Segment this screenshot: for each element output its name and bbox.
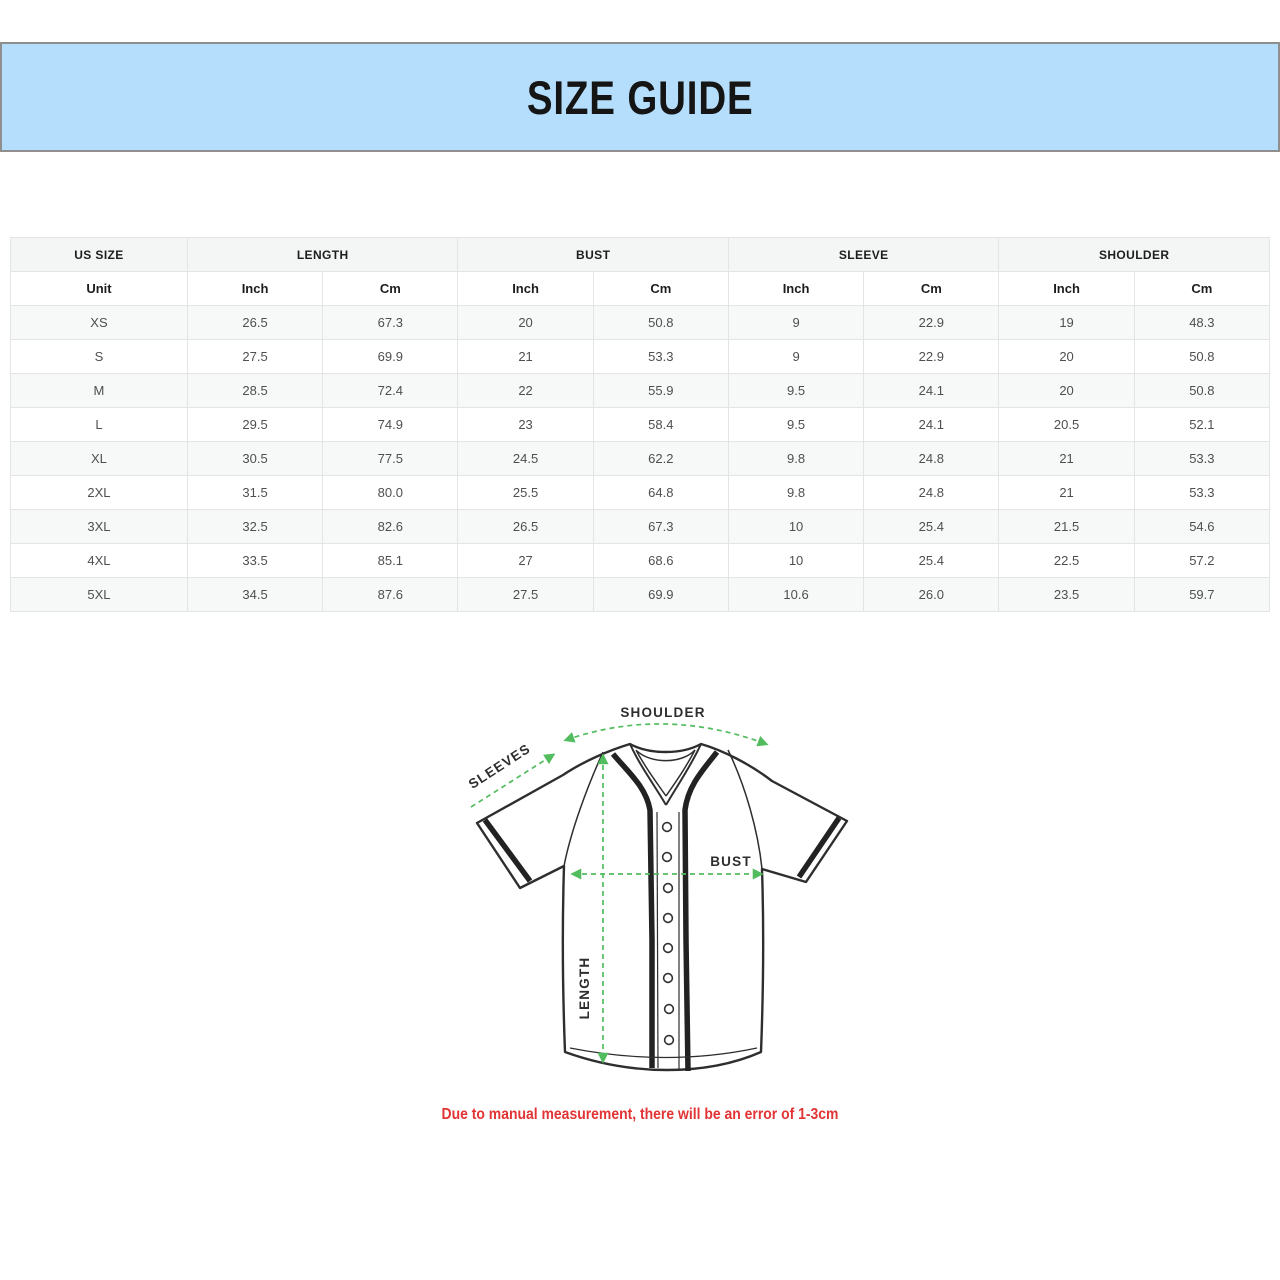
shoulder-arrow [566,724,766,744]
measurement-cell: 20 [999,340,1134,374]
measurement-cell: 59.7 [1134,578,1269,612]
measurement-cell: 25.4 [864,510,999,544]
measurement-cell: 74.9 [323,408,458,442]
measurement-cell: 23 [458,408,593,442]
size-chart-table [10,237,1270,612]
measurement-cell: 20.5 [999,408,1134,442]
col-header-length: LENGTH [187,238,458,272]
measurement-cell: 67.3 [323,306,458,340]
unit-header-cell: Cm [864,272,999,306]
measurement-cell: 62.2 [593,442,728,476]
measurement-cell: 53.3 [1134,476,1269,510]
table-row [11,442,1270,476]
shoulder-label: SHOULDER [620,705,706,720]
measurement-cell: 55.9 [593,374,728,408]
measurement-cell: 26.0 [864,578,999,612]
measurement-cell: 27.5 [187,340,322,374]
unit-header-row [11,272,1270,306]
measurement-cell: 9.8 [728,442,863,476]
unit-header-cell: Inch [728,272,863,306]
table-row [11,374,1270,408]
measurement-cell: 20 [999,374,1134,408]
table-row [11,476,1270,510]
unit-header-cell: Cm [323,272,458,306]
size-table-body [11,306,1270,612]
measurement-cell: 19 [999,306,1134,340]
table-row [11,408,1270,442]
measurement-cell: 53.3 [593,340,728,374]
jersey-diagram [450,690,870,1110]
measurement-cell: 23.5 [999,578,1134,612]
size-label-cell: 3XL [11,510,188,544]
measurement-cell: 72.4 [323,374,458,408]
size-label-cell: M [11,374,188,408]
measurement-cell: 52.1 [1134,408,1269,442]
measurement-cell: 26.5 [187,306,322,340]
measurement-cell: 21 [999,476,1134,510]
measurement-cell: 10 [728,544,863,578]
measurement-cell: 28.5 [187,374,322,408]
measurement-cell: 10.6 [728,578,863,612]
measurement-cell: 80.0 [323,476,458,510]
measurement-cell: 9.5 [728,374,863,408]
measurement-cell: 22 [458,374,593,408]
table-row [11,578,1270,612]
column-group-header-row [11,238,1270,272]
measurement-cell: 9 [728,306,863,340]
col-header-sleeve: SLEEVE [728,238,999,272]
measurement-cell: 27.5 [458,578,593,612]
length-label: LENGTH [577,956,592,1020]
unit-header-cell: Cm [1134,272,1269,306]
measurement-cell: 31.5 [187,476,322,510]
unit-header-cell: Inch [458,272,593,306]
measurement-cell: 27 [458,544,593,578]
measurement-cell: 25.4 [864,544,999,578]
size-label-cell: 5XL [11,578,188,612]
measurement-cell: 9.5 [728,408,863,442]
size-label-cell: XL [11,442,188,476]
measurement-cell: 87.6 [323,578,458,612]
measurement-cell: 22.5 [999,544,1134,578]
measurement-cell: 32.5 [187,510,322,544]
measurement-cell: 21 [999,442,1134,476]
measurement-cell: 30.5 [187,442,322,476]
col-header-bust: BUST [458,238,729,272]
measurement-cell: 50.8 [1134,340,1269,374]
measurement-cell: 82.6 [323,510,458,544]
measurement-cell: 29.5 [187,408,322,442]
measurement-cell: 57.2 [1134,544,1269,578]
measurement-cell: 24.5 [458,442,593,476]
table-row [11,306,1270,340]
measurement-note: Due to manual measurement, there will be an error of 1-3cm [441,1106,839,1123]
measurement-cell: 54.6 [1134,510,1269,544]
measurement-cell: 24.8 [864,476,999,510]
measurement-cell: 21 [458,340,593,374]
measurement-cell: 67.3 [593,510,728,544]
measurement-cell: 34.5 [187,578,322,612]
measurement-cell: 85.1 [323,544,458,578]
table-row [11,544,1270,578]
measurement-cell: 33.5 [187,544,322,578]
size-label-cell: 2XL [11,476,188,510]
col-header-us-size: US SIZE [11,238,188,272]
size-label-cell: 4XL [11,544,188,578]
measurement-cell: 48.3 [1134,306,1269,340]
size-label-cell: L [11,408,188,442]
jersey-outline-icon [477,744,847,1071]
measurement-cell: 21.5 [999,510,1134,544]
size-label-cell: S [11,340,188,374]
measurement-cell: 24.8 [864,442,999,476]
measurement-cell: 58.4 [593,408,728,442]
page-title: SIZE GUIDE [526,70,754,124]
sleeves-label: SLEEVES [465,740,534,792]
unit-header-cell: Inch [999,272,1134,306]
measurement-cell: 22.9 [864,340,999,374]
measurement-cell: 68.6 [593,544,728,578]
table-row [11,510,1270,544]
measurement-cell: 64.8 [593,476,728,510]
measurement-cell: 77.5 [323,442,458,476]
measurement-cell: 50.8 [593,306,728,340]
measurement-cell: 50.8 [1134,374,1269,408]
size-label-cell: XS [11,306,188,340]
size-guide-banner [0,42,1280,152]
measurement-cell: 24.1 [864,408,999,442]
measurement-cell: 25.5 [458,476,593,510]
measurement-cell: 9.8 [728,476,863,510]
measurement-cell: 69.9 [593,578,728,612]
unit-header-cell: Cm [593,272,728,306]
measurement-cell: 69.9 [323,340,458,374]
measurement-cell: 9 [728,340,863,374]
measurement-cell: 20 [458,306,593,340]
measurement-cell: 26.5 [458,510,593,544]
measurement-cell: 24.1 [864,374,999,408]
measurement-cell: 22.9 [864,306,999,340]
measurement-cell: 10 [728,510,863,544]
bust-label: BUST [710,854,752,869]
table-row [11,340,1270,374]
unit-header-cell: Inch [187,272,322,306]
unit-header-cell: Unit [11,272,188,306]
col-header-shoulder: SHOULDER [999,238,1270,272]
measurement-cell: 53.3 [1134,442,1269,476]
